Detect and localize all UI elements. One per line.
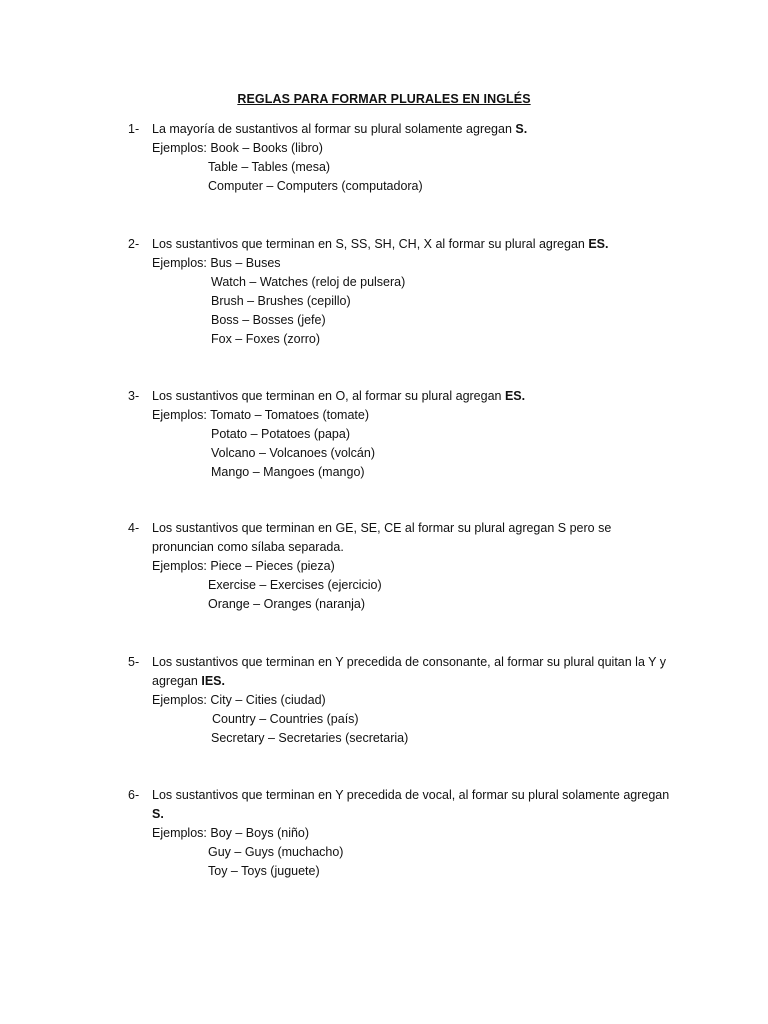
rule-suffix: S. <box>515 122 528 136</box>
rule-text <box>152 387 672 406</box>
rule-suffix: S. <box>152 807 164 821</box>
page-title: REGLAS PARA FORMAR PLURALES EN INGLÉS <box>237 92 531 106</box>
rule-description: Los sustantivos que terminan en Y precedida de consonante, al formar su plural quitan la Y y agregan <box>152 655 666 688</box>
rule-text <box>152 120 672 139</box>
rule-text <box>152 235 672 254</box>
example-line <box>152 254 281 273</box>
example: Computer – Computers (computadora) <box>208 179 423 193</box>
rule-text: Los sustantivos que terminan en GE, SE, CE al formar su plural agregan S pero se pronuncian como sílaba separada. <box>152 521 612 554</box>
example: Book – Books (libro) <box>210 141 323 155</box>
example-line <box>152 406 369 425</box>
examples-label: Ejemplos: <box>152 559 207 573</box>
example-line <box>152 824 309 843</box>
example: Exercise – Exercises (ejercicio) <box>208 578 382 592</box>
example: Toy – Toys (juguete) <box>208 864 320 878</box>
rule-number: 3- <box>128 389 140 403</box>
example: Boss – Bosses (jefe) <box>211 313 326 327</box>
rule-text <box>152 653 672 691</box>
rule-description: Los sustantivos que terminan en Y precedida de vocal, al formar su plural solamente agregan <box>152 788 670 802</box>
rule-number: 6- <box>128 788 140 802</box>
rule-suffix: IES. <box>201 674 225 688</box>
example-line <box>152 691 326 710</box>
example: Fox – Foxes (zorro) <box>211 332 321 346</box>
examples-label: Ejemplos: <box>152 141 207 155</box>
example: Boy – Boys (niño) <box>210 826 310 840</box>
example-line <box>152 557 335 576</box>
rule-suffix: ES. <box>588 237 609 251</box>
rule-number: 1- <box>128 122 140 136</box>
example: Country – Countries (país) <box>212 712 359 726</box>
rule-number: 2- <box>128 237 140 251</box>
rule-description: La mayoría de sustantivos al formar su plural solamente agregan <box>152 122 516 136</box>
example: Volcano – Volcanoes (volcán) <box>211 446 375 460</box>
examples-label: Ejemplos: <box>152 256 207 270</box>
example: Secretary – Secretaries (secretaria) <box>211 731 409 745</box>
rule-suffix: ES. <box>504 389 526 403</box>
rule-description: Los sustantivos que terminan en S, SS, SH, CH, X al formar su plural agregan <box>152 237 589 251</box>
example: Bus – Buses <box>210 256 281 270</box>
example: Mango – Mangoes (mango) <box>211 465 365 479</box>
rule-text <box>152 786 672 824</box>
examples-label: Ejemplos: <box>152 693 207 707</box>
examples-label: Ejemplos: <box>152 408 207 422</box>
example: Tomato – Tomatoes (tomate) <box>210 408 370 422</box>
example: Potato – Potatoes (papa) <box>211 427 350 441</box>
rule-description: Los sustantivos que terminan en O, al formar su plural agregan <box>152 389 505 403</box>
example-line <box>152 139 323 158</box>
example: Brush – Brushes (cepillo) <box>211 294 351 308</box>
rule-number: 4- <box>128 521 140 535</box>
example: Table – Tables (mesa) <box>208 160 331 174</box>
example: City – Cities (ciudad) <box>210 693 326 707</box>
example: Guy – Guys (muchacho) <box>208 845 344 859</box>
example: Piece – Pieces (pieza) <box>210 559 335 573</box>
example: Orange – Oranges (naranja) <box>208 597 366 611</box>
examples-label: Ejemplos: <box>152 826 207 840</box>
rule-number: 5- <box>128 655 140 669</box>
example: Watch – Watches (reloj de pulsera) <box>211 275 406 289</box>
